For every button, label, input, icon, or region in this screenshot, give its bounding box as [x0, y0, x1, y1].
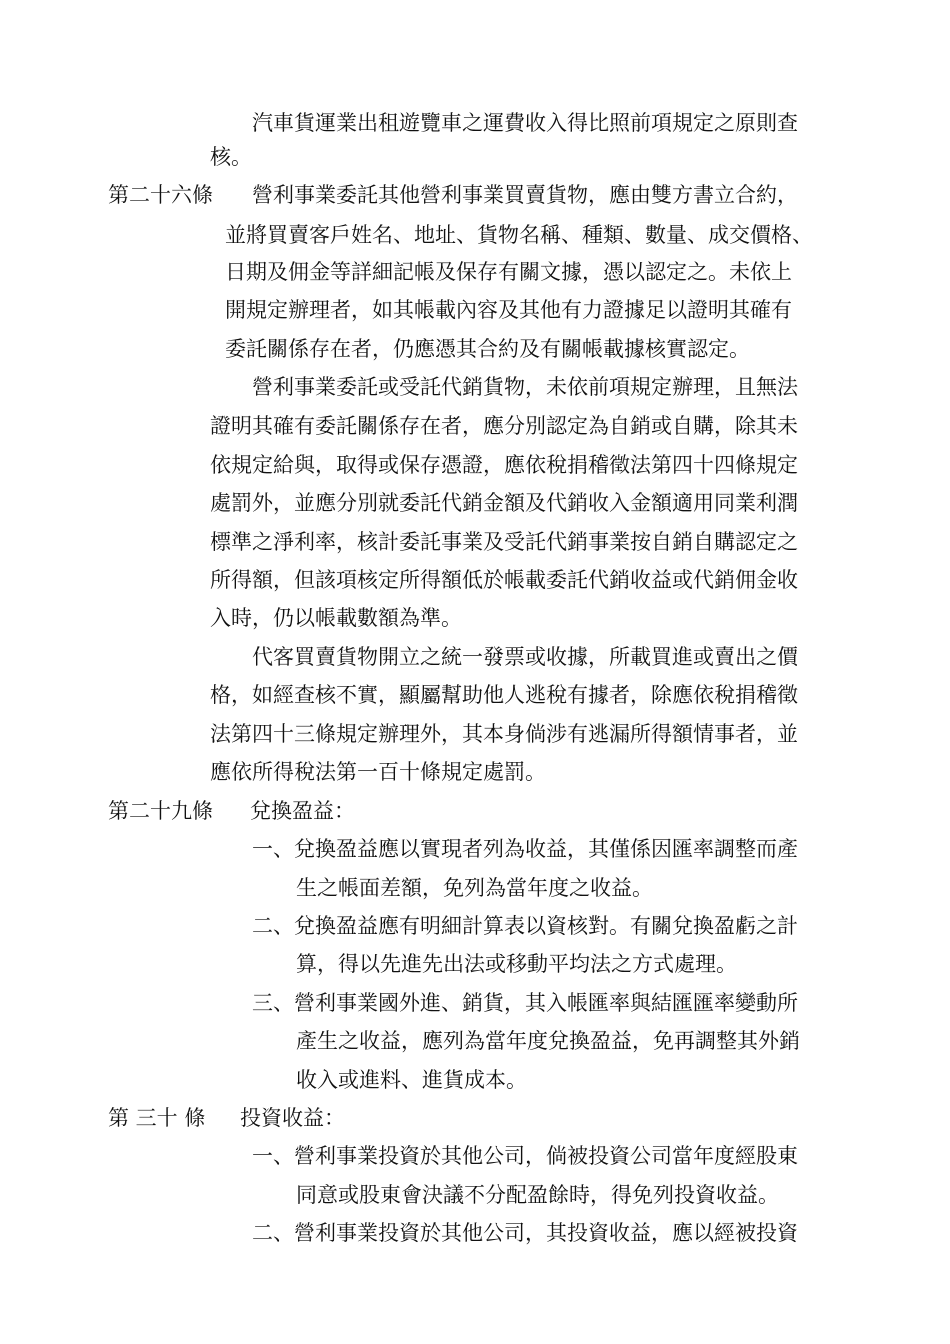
list-item-line: 產生之收益，應列為當年度兌換盈益，免再調整其外銷 [296, 1029, 800, 1053]
paragraph-line: 依規定給與，取得或保存憑證，應依稅捐稽徵法第四十四條規定 [210, 453, 798, 477]
list-item-line: 同意或股東會決議不分配盈餘時，得免列投資收益。 [296, 1183, 779, 1207]
paragraph-line: 營利事業委託其他營利事業買賣貨物，應由雙方書立合約， [252, 183, 798, 207]
article-number-29: 第二十九條 [108, 799, 213, 823]
article-heading: 兌換盈益： [250, 799, 355, 823]
paragraph-line: 開規定辦理者，如其帳載內容及其他有力證據足以證明其確有 [225, 298, 792, 322]
paragraph-line: 法第四十三條規定辦理外，其本身倘涉有逃漏所得額情事者，並 [210, 722, 798, 746]
list-item-line: 算，得以先進先出法或移動平均法之方式處理。 [296, 952, 737, 976]
list-item-line: 收入或進料、進貨成本。 [296, 1068, 527, 1092]
list-item-line: 生之帳面差額，免列為當年度之收益。 [296, 876, 653, 900]
article-number-30: 第 三十 條 [108, 1106, 206, 1130]
paragraph-line: 處罰外，並應分別就委託代銷金額及代銷收入金額適用同業利潤 [210, 491, 798, 515]
list-item-line: 一、兌換盈益應以實現者列為收益，其僅係因匯率調整而產 [252, 837, 798, 861]
paragraph-line: 委託關係存在者，仍應憑其合約及有關帳載據核實認定。 [225, 337, 750, 361]
paragraph-line: 營利事業委託或受託代銷貨物，未依前項規定辦理，且無法 [252, 375, 798, 399]
paragraph-line: 並將買賣客戶姓名、地址、貨物名稱、種類、數量、成交價格、 [225, 223, 813, 247]
article-number-26: 第二十六條 [108, 183, 213, 207]
list-item-line: 一、營利事業投資於其他公司，倘被投資公司當年度經股東 [252, 1144, 798, 1168]
list-item-line: 三、營利事業國外進、銷貨，其入帳匯率與結匯匯率變動所 [252, 991, 798, 1015]
paragraph-line: 所得額，但該項核定所得額低於帳載委託代銷收益或代銷佣金收 [210, 568, 798, 592]
paragraph-line: 入時，仍以帳載數額為準。 [210, 606, 462, 630]
paragraph-line: 格，如經查核不實，顯屬幫助他人逃稅有據者，除應依稅捐稽徵 [210, 683, 798, 707]
paragraph-line: 核。 [210, 145, 252, 169]
paragraph-line: 應依所得稅法第一百十條規定處罰。 [210, 760, 546, 784]
paragraph-line: 日期及佣金等詳細記帳及保存有關文據，憑以認定之。未依上 [225, 260, 792, 284]
article-heading: 投資收益： [240, 1106, 345, 1130]
paragraph-line: 汽車貨運業出租遊覽車之運費收入得比照前項規定之原則查 [252, 111, 798, 135]
list-item-line: 二、營利事業投資於其他公司，其投資收益，應以經被投資 [252, 1221, 798, 1245]
paragraph-line: 標準之淨利率，核計委託事業及受託代銷事業按自銷自購認定之 [210, 530, 798, 554]
paragraph-line: 代客買賣貨物開立之統一發票或收據，所載買進或賣出之價 [252, 645, 798, 669]
paragraph-line: 證明其確有委託關係存在者，應分別認定為自銷或自購，除其未 [210, 414, 798, 438]
list-item-line: 二、兌換盈益應有明細計算表以資核對。有關兌換盈虧之計 [252, 914, 798, 938]
